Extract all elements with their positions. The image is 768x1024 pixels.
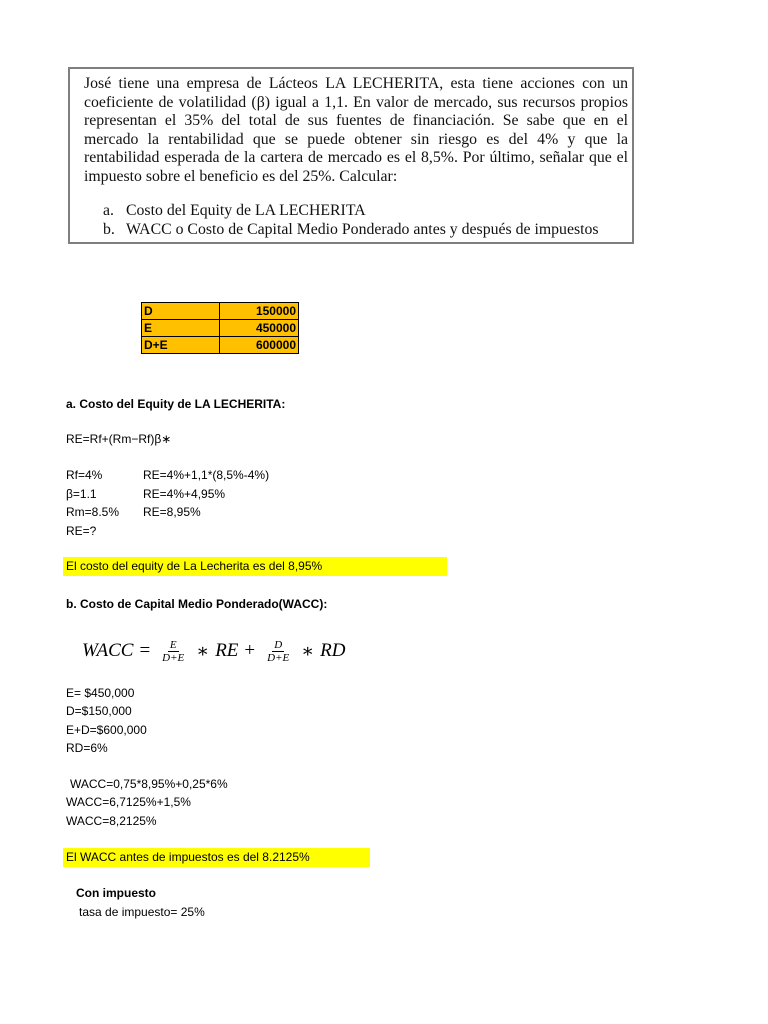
fraction-denominator: D+E [162,651,185,664]
tax-heading: Con impuesto [76,886,156,900]
problem-statement-box [68,67,634,244]
fraction-numerator: E [169,638,177,651]
table-cell-value: 150000 [220,303,299,320]
task-text-b: WACC o Costo de Capital Medio Ponderado antes y después de impuestos [126,220,599,238]
wacc-equals: = [139,640,151,661]
step-a-1: RE=4%+1,1*(8,5%-4%) [143,468,270,482]
task-marker-a: a. [103,202,114,219]
fraction-debt-weight [265,639,291,664]
table-row [142,337,299,354]
section-b-heading: b. Costo de Capital Medio Ponderado(WACC): [66,597,328,611]
task-item-a [103,202,633,221]
table-cell-value: 450000 [220,320,299,337]
task-text-a: Costo del Equity de LA LECHERITA [126,202,366,219]
input-rm: Rm=8.5% [66,505,120,519]
input-beta: β=1.1 [66,487,97,501]
value-rd: RD=6% [66,741,108,755]
step-a-2: RE=4%+4,95% [143,487,226,501]
step-b-1: WACC=0,75*8,95%+0,25*6% [70,777,228,791]
capm-formula: RE=Rf+(Rm−Rf)β∗ [66,432,172,446]
wacc-lhs: WACC [82,640,134,661]
plus-symbol: + [244,640,256,661]
problem-task-list [103,202,633,239]
term-re: RE [215,640,239,661]
tax-rate: tasa de impuesto= 25% [79,905,205,919]
table-row [142,303,299,320]
result-equity-highlight: El costo del equity de La Lecherita es del 8,95% [63,557,447,576]
multiply-symbol: ∗ [196,640,210,662]
step-b-2: WACC=6,7125%+1,5% [66,795,191,809]
step-a-3: RE=8,95% [143,505,201,519]
capital-structure-table [141,302,299,354]
input-rf: Rf=4% [66,468,103,482]
table-row [142,320,299,337]
value-d: D=$150,000 [66,704,132,718]
task-item-b [103,221,633,240]
result-wacc-highlight: El WACC antes de impuestos es del 8.2125% [63,848,370,867]
table-cell-label: D [142,303,220,320]
step-b-3: WACC=8,2125% [66,814,157,828]
fraction-denominator: D+E [267,651,290,664]
multiply-symbol: ∗ [301,640,315,662]
input-re: RE=? [66,524,97,538]
value-ed: E+D=$600,000 [66,723,147,737]
problem-statement-text: José tiene una empresa de Lácteos LA LECHERITA, esta tiene acciones con un coeficiente de volatilidad (β) igual a 1,1. En valor de mercado, sus recursos propios representan el 35% del total de sus fuentes de financiación. Se sabe que en el mercado la rentabilidad que se puede obtener sin riesgo es del 4% y que la rentabilidad esperada de la cartera de mercado es el 8,5%. Por último, señalar que el impuesto sobre el beneficio es del 25%. Calcular: [84,75,628,185]
fraction-equity-weight [160,639,186,664]
wacc-formula [82,634,345,668]
table-cell-label: E [142,320,220,337]
fraction-numerator: D [274,638,283,651]
table-cell-value: 600000 [220,337,299,354]
section-a-heading: a. Costo del Equity de LA LECHERITA: [66,397,286,411]
table-cell-label: D+E [142,337,220,354]
task-marker-b: b. [103,220,115,238]
value-e: E= $450,000 [66,686,135,700]
term-rd: RD [320,640,346,661]
